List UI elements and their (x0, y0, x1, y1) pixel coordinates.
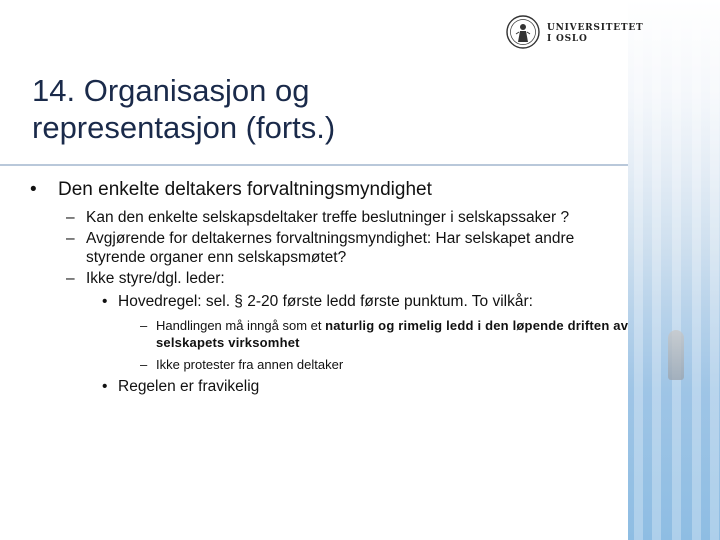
bullet-icon: • (102, 378, 108, 395)
level4-bullet-1-text: Handlingen må inngå som et (156, 318, 326, 333)
level3-bullet-2 (30, 377, 630, 397)
title-divider (0, 164, 628, 166)
level4-bullet-1 (30, 317, 630, 351)
level4-bullet-2-text: Ikke protester fra annen deltaker (156, 357, 344, 372)
sub-bullet-2-text: Avgjørende for deltakernes forvaltningsmyndighet: Har selskapet andre styrende organer enn selskapsmøtet? (86, 230, 575, 266)
university-seal-icon (505, 12, 541, 52)
decorative-column-image (628, 0, 720, 540)
statue-figure (668, 330, 684, 380)
bullet-icon: • (30, 179, 37, 200)
dash-icon: – (66, 230, 75, 247)
university-name-line2: I OSLO (547, 34, 588, 44)
level3-bullet-1 (30, 292, 630, 312)
sub-bullet-3 (30, 269, 630, 288)
sub-bullet-1 (30, 208, 630, 227)
university-name-line1: UNIVERSITETET (547, 23, 644, 33)
slide-body (30, 178, 630, 397)
bullet-main-text: Den enkelte deltakers forvaltningsmyndighet (58, 179, 432, 200)
dash-icon: – (140, 318, 148, 333)
level4-bullet-2 (30, 356, 630, 373)
dash-icon: – (140, 357, 148, 372)
sub-bullet-3-text: Ikke styre/dgl. leder: (86, 270, 225, 287)
bullet-icon: • (102, 293, 108, 310)
bullet-main (30, 178, 630, 202)
title-line1: 14. Organisasjon og (32, 73, 310, 108)
university-logo (505, 12, 644, 52)
level3-bullet-2-text: Regelen er fravikelig (118, 378, 260, 395)
title-line2: representasjon (forts.) (32, 110, 336, 145)
sub-bullet-2 (30, 229, 630, 267)
dash-icon: – (66, 270, 75, 287)
sub-bullet-1-text: Kan den enkelte selskapsdeltaker treffe beslutninger i selskapssaker ? (86, 209, 570, 226)
level4-bullet-1-bold-text: naturlig og rimelig ledd i den løpende driften av selskapets virksomhet (156, 318, 629, 350)
dash-icon: – (66, 209, 75, 226)
university-name (547, 23, 644, 45)
level3-bullet-1-text: Hovedregel: sel. § 2-20 første ledd første punktum. To vilkår: (118, 293, 533, 310)
slide-title (32, 72, 592, 146)
